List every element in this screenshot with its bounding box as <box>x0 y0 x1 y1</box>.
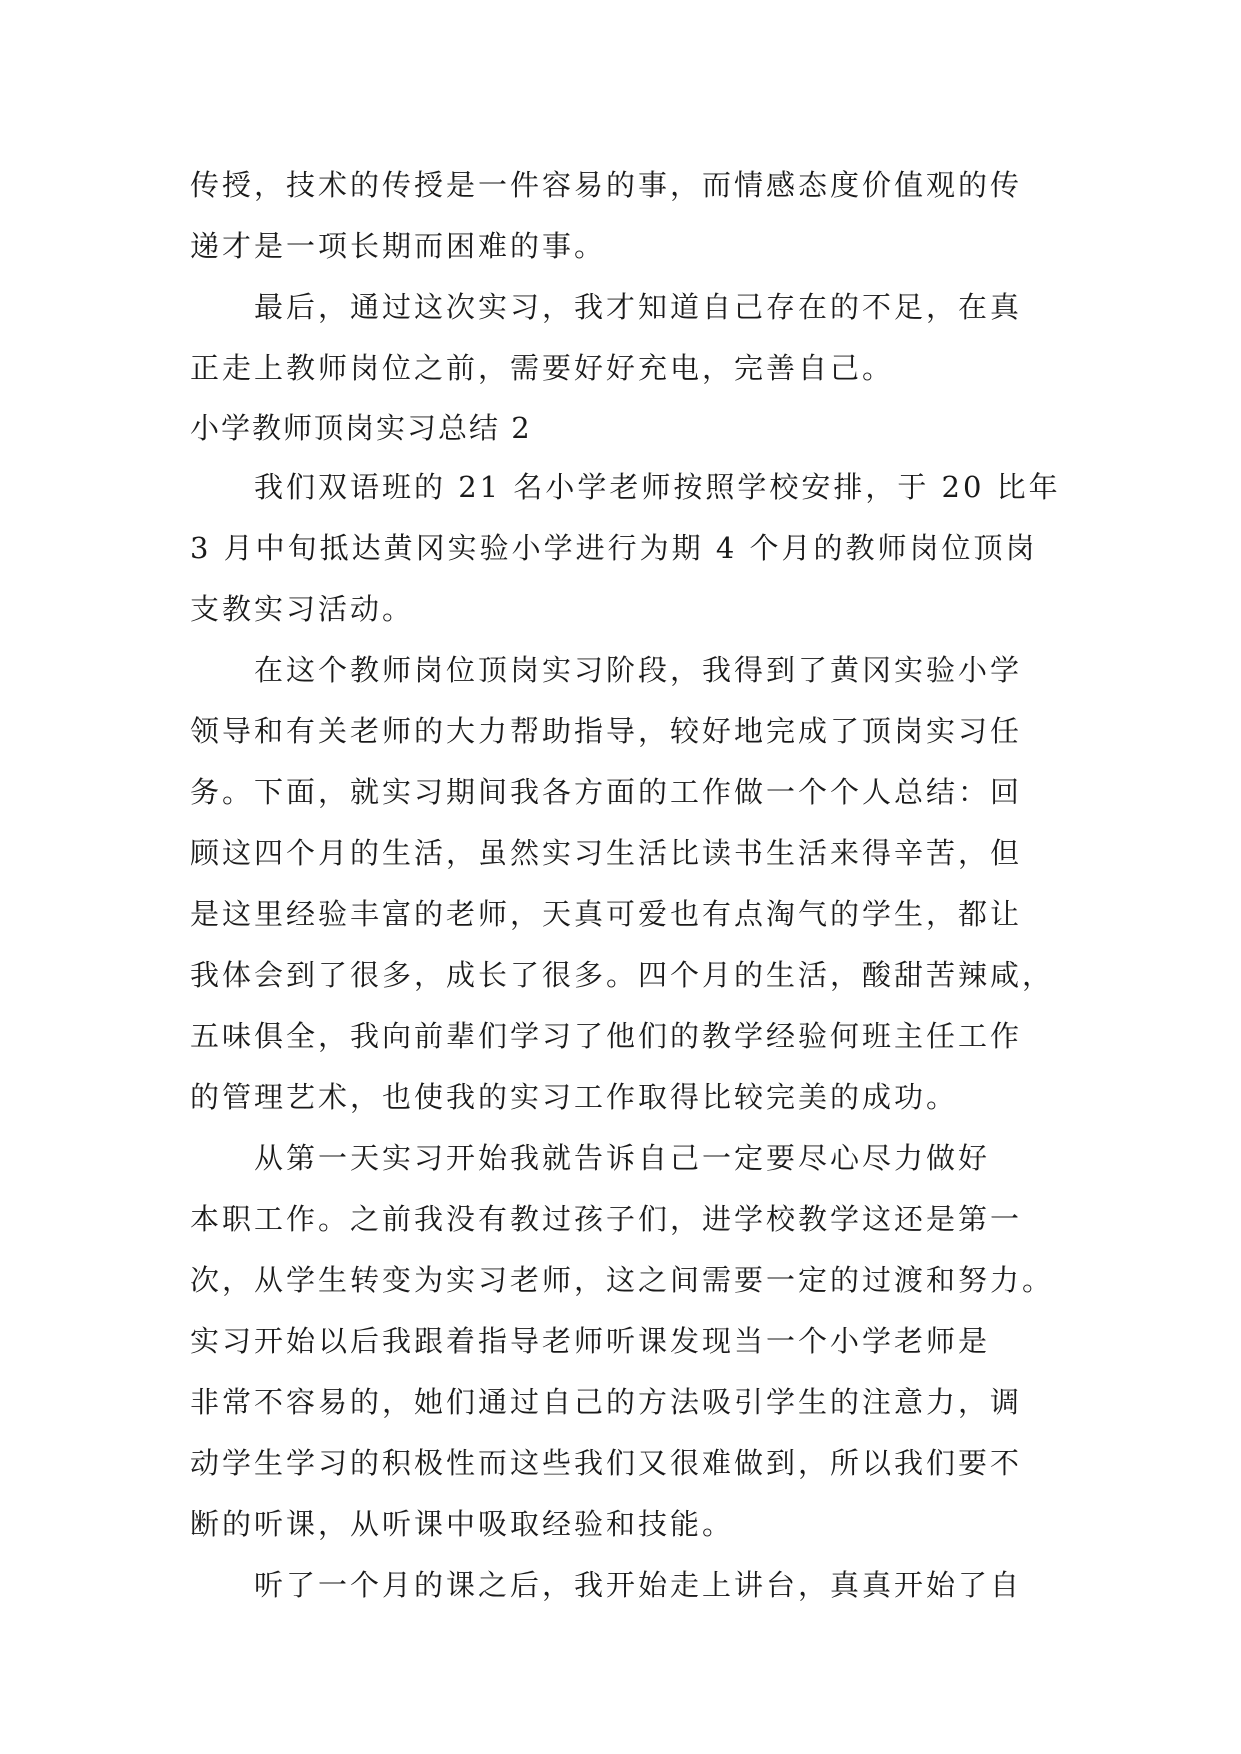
text-line: 传授，技术的传授是一件容易的事，而情感态度价值观的传 <box>190 168 1023 202</box>
text-line: 领导和有关老师的大力帮助指导，较好地完成了顶岗实习任 <box>190 714 1023 748</box>
text-line: 非常不容易的，她们通过自己的方法吸引学生的注意力，调 <box>190 1385 1023 1419</box>
paragraph-start-line: 从第一天实习开始我就告诉自己一定要尽心尽力做好 <box>254 1141 991 1175</box>
text-line: 3 月中旬抵达黄冈实验小学进行为期 4 个月的教师岗位顶岗 <box>190 531 1038 565</box>
text-line: 正走上教师岗位之前，需要好好充电，完善自己。 <box>190 351 895 385</box>
text-line: 顾这四个月的生活，虽然实习生活比读书生活来得辛苦，但 <box>190 836 1023 870</box>
text-line: 支教实习活动。 <box>190 592 415 626</box>
text-line: 五味俱全，我向前辈们学习了他们的教学经验何班主任工作 <box>190 1019 1023 1053</box>
text-line: 次，从学生转变为实习老师，这之间需要一定的过渡和努力。 <box>190 1263 1055 1297</box>
text-line: 动学生学习的积极性而这些我们又很难做到，所以我们要不 <box>190 1446 1023 1480</box>
section-heading: 小学教师顶岗实习总结 2 <box>190 411 532 445</box>
text-line: 是这里经验丰富的老师，天真可爱也有点淘气的学生，都让 <box>190 897 1023 931</box>
paragraph-start-line: 听了一个月的课之后，我开始走上讲台，真真开始了自 <box>254 1568 1023 1602</box>
text-line: 的管理艺术，也使我的实习工作取得比较完美的成功。 <box>190 1080 959 1114</box>
text-line: 断的听课，从听课中吸取经验和技能。 <box>190 1507 735 1541</box>
document-body <box>190 155 1061 1616</box>
paragraph-start-line: 我们双语班的 21 名小学老师按照学校安排，于 20 比年 <box>254 470 1061 504</box>
text-line: 实习开始以后我跟着指导老师听课发现当一个小学老师是 <box>190 1324 991 1358</box>
paragraph-start-line: 最后，通过这次实习，我才知道自己存在的不足，在真 <box>254 290 1023 324</box>
text-line: 我体会到了很多，成长了很多。四个月的生活，酸甜苦辣咸， <box>190 958 1055 992</box>
text-line: 递才是一项长期而困难的事。 <box>190 229 607 263</box>
paragraph-start-line: 在这个教师岗位顶岗实习阶段，我得到了黄冈实验小学 <box>254 653 1023 687</box>
text-line: 务。下面，就实习期间我各方面的工作做一个个人总结：回 <box>190 775 1023 809</box>
text-line: 本职工作。之前我没有教过孩子们，进学校教学这还是第一 <box>190 1202 1023 1236</box>
